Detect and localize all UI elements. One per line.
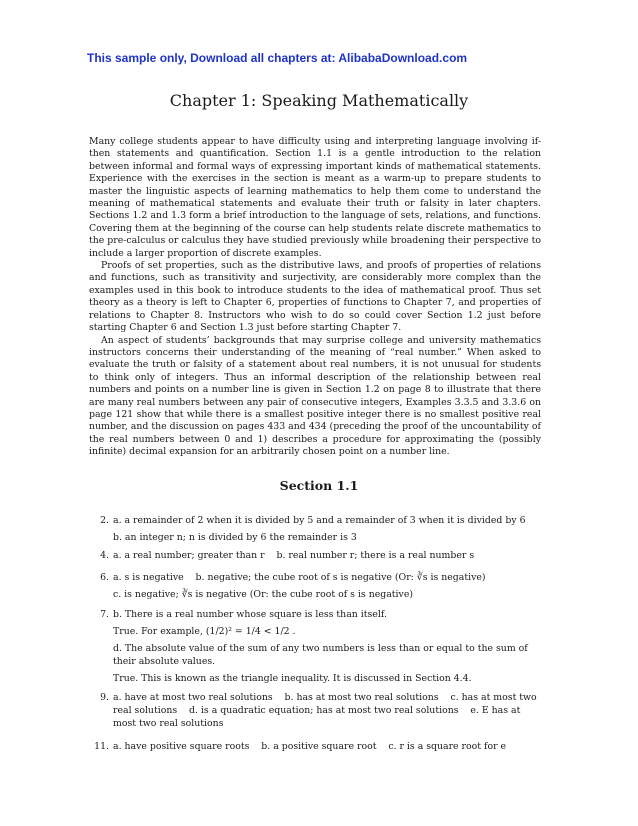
answer-line: a. s is negative b. negative; the cube root of s is negative (Or: ∛s is negative) — [113, 572, 486, 583]
exercise-number: 2. — [100, 515, 109, 526]
answer-line: b. an integer n; n is divided by 6 the remainder is 3 — [113, 532, 357, 543]
intro-text — [89, 136, 541, 459]
answer-line: True. This is known as the triangle inequality. It is discussed in Section 4.4. — [113, 673, 472, 684]
download-banner-link[interactable]: This sample only, Download all chapters at: AlibabaDownload.com — [87, 51, 468, 65]
answer-line: c. is negative; ∛s is negative (Or: the cube root of s is negative) — [113, 589, 413, 600]
answer-line: b. There is a real number whose square is less than itself. — [113, 609, 387, 620]
answer-line: a. a real number; greater than r b. real number r; there is a real number s — [113, 550, 475, 561]
answer-line: d. The absolute value of the sum of any two numbers is less than or equal to the sum of their absolute values. — [113, 643, 528, 667]
answer-line: a. have at most two real solutions b. has at most two real solutions c. has at most two real solutions d. is a quadratic equation; has at most two real solutions e. E has at most two real solutions — [113, 692, 540, 729]
exercise-number: 11. — [94, 741, 109, 752]
intro-paragraph: Many college students appear to have difficulty using and interpreting language involving if-then statements and quantification. Section 1.1 is a gentle introduction to the relation between informal and formal ways of expressing important kinds of mathematical statements. Experience with the exercises in the section is meant as a warm-up to prepare students to master the linguistic aspects of learning mathematics to help them come to understand the meaning of mathematical statements and evaluate their truth or falsity in later chapters. Sections 1.2 and 1.3 form a brief introduction to the language of sets, relations, and functions. Covering them at the beginning of the course can help students relate discrete mathematics to the pre-calculus or calculus they have studied previously while broadening their perspective to include a larger proportion of discrete examples. — [89, 136, 541, 259]
exercise-number: 6. — [100, 572, 109, 583]
section-heading: Section 1.1 — [279, 478, 359, 493]
exercise-number: 9. — [100, 692, 109, 703]
intro-paragraph: An aspect of students’ backgrounds that may surprise college and university mathematics instructors concerns their understanding of the meaning of “real number.” When asked to evaluate the truth or falsity of a statement about real numbers, it is not unusual for students to think only of integers. Thus an informal description of the relationship between real numbers and points on a number line is given in Section 1.2 on page 8 to illustrate that there are many real numbers between any pair of consecutive integers, Examples 3.3.5 and 3.3.6 on page 121 show that while there is a smallest positive integer there is no smallest positive real number, and the discussion on pages 433 and 434 (preceding the proof of the uncountability of the real numbers between 0 and 1) describes a procedure for approximating the (possibly infinite) decimal expansion for an arbitrarily chosen point on a number line. — [89, 334, 541, 458]
exercise-number: 4. — [100, 550, 109, 561]
answer-line: a. a remainder of 2 when it is divided by 5 and a remainder of 3 when it is divided by 6 — [113, 515, 526, 526]
answer-line: a. have positive square roots b. a positive square root c. r is a square root for e — [113, 741, 507, 752]
answer-line: True. For example, (1/2)² = 1/4 < 1/2 . — [113, 626, 296, 637]
chapter-title: Chapter 1: Speaking Mathematically — [169, 91, 469, 110]
exercise-number: 7. — [100, 609, 109, 620]
intro-paragraph: Proofs of set properties, such as the distributive laws, and proofs of properties of relations and functions, such as transitivity and surjectivity, are considerably more complex than the examples used in this book to introduce students to the idea of mathematical proof. Thus set theory as a theory is left to Chapter 6, properties of functions to Chapter 7, and properties of relations to Chapter 8. Instructors who wish to do so could cover Section 1.2 just before starting Chapter 6 and Section 1.3 just before starting Chapter 7. — [89, 260, 541, 334]
